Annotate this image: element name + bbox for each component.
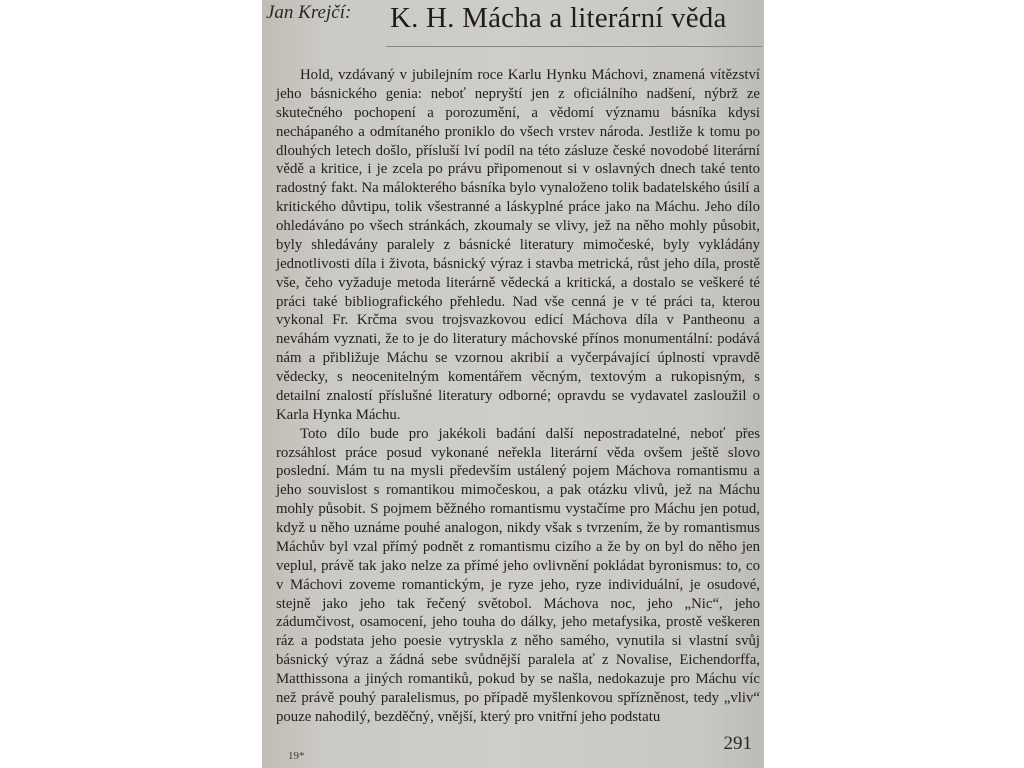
article-header	[266, 0, 762, 50]
header-rule	[386, 46, 762, 47]
book-page	[262, 0, 764, 768]
article-body	[276, 66, 760, 727]
article-title: K. H. Mácha a literární věda	[390, 2, 727, 34]
paragraph-2: Toto dílo bude pro jakékoli badání další nepostradatelné, neboť přes rozsáhlost práce posud vykonané neřekla literární věda ovšem ještě slovo poslední. Mám tu na mysli především ustálený pojem Máchova romantismu a jeho souvislost s romantikou mimočeskou, a pak otázku vlivů, jež na Máchu mohly působit. S pojmem běžného romantismu vystačíme pro Máchu jen potud, když u něho uznáme pouhé analogon, nikdy však s tvrzením, že by romantismus Máchův byl vzal přímý podnět z romantismu cizího a že by on byl do něho jen veplul, právě tak jako nelze za přímé jeho ovlivnění pokládat byronismus: to, co v Máchovi zoveme romantickým, je ryze jeho, ryze individuální, je osudové, stejně jako jeho tak řečený světobol. Máchova noc, jeho „Nic“, jeho zádumčivost, osamocení, jeho touha do dálky, jeho metafysika, prostě veškeren ráz a podstata jeho poesie vytryskla z něho samého, vynutila si vlastní svůj básnický výraz a žádná sebe svůdnější paralela ať z Novalise, Eichendorffa, Matthissona a jiných romantiků, pokud by se našla, nedokazuje pro Máchu víc než právě pouhý paralelismus, po případě myšlenkovou spřízněnost, tedy „vliv“ pouze nahodilý, bezděčný, vnější, který pro vnitřní jeho podstatu	[276, 425, 760, 725]
article-author: Jan Krejčí:	[266, 2, 352, 23]
paragraph-1: Hold, vzdávaný v jubilejním roce Karlu Hynku Máchovi, znamená vítězství jeho básnického genia: neboť nepryští jen z oficiálního nadšení, nýbrž ze skutečného pochopení a porozumění, a vědomí významu básníka kdysi nechápaného a odmítaného proniklo do všech vrstev národa. Jestliže k tomu po dlouhých letech došlo, přísluší lví podíl na této zásluze české novodobé literární vědě a kritice, i je zcela po právu připomenout si v oslavných dnech také tento radostný fakt. Na málokterého básníka bylo vynaloženo tolik badatelského úsilí a kritického důvtipu, tolik všestranné a láskyplné práce jako na Máchu. Jeho dílo ohledáváno po všech stránkách, zkoumaly se vlivy, jež na něho mohly působit, byly shledávány paralely z básnické literatury mimočeské, byly vykládány jednotlivosti díla i života, básnický výraz i stavba metrická, růst jeho díla, prostě vše, čeho vyžaduje metoda literárně vědecká a kritická, a dostalo se veškeré té práci také bibliografického přehledu. Nad vše cenná je v té práci ta, kterou vykonal Fr. Krčma svou trojsvazkovou edicí Máchova díla v Pantheonu a neváhám vyznati, že to je do literatury máchovské přínos monumentální: podává nám a přibližuje Máchu se vzornou akribií a vyčerpávající úplností vpravdě vědecky, s neocenitelným komentářem věcným, textovým a rukopisným, s detailní znalostí příslušné literatury odborné; opravdu se vydavatel zasloužil o Karla Hynka Máchu.	[276, 67, 760, 423]
printer-signature: 19*	[288, 750, 305, 762]
page-number: 291	[723, 733, 752, 754]
